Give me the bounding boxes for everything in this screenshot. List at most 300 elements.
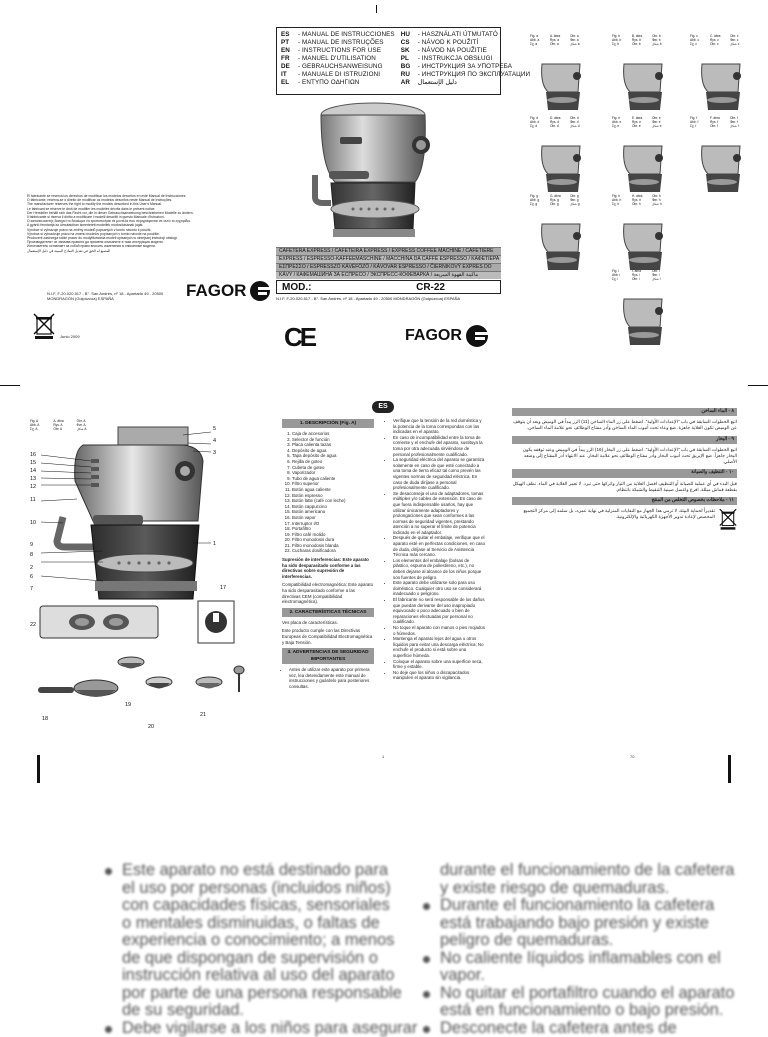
part-item: 20. Filtro monodosis dura xyxy=(292,537,374,543)
part-number-callout: 6 xyxy=(30,574,33,580)
caption-text: Rys. i xyxy=(632,273,652,277)
disclaimer-line: A gyártó fenntartja az útmutatóban ismertetett modellek módosításának jogát. xyxy=(27,223,267,227)
caption-text: شكل b xyxy=(652,42,672,46)
caption-text: Obr. h xyxy=(632,202,652,206)
zoomed-line: está en funcionamiento o bajo presión. xyxy=(418,1002,734,1020)
fagor-logo-icon xyxy=(466,325,488,347)
language-list xyxy=(276,27,501,95)
ce-mark: CE xyxy=(284,322,314,353)
part-number-callout: 21 xyxy=(200,712,206,718)
part-item: 4. Depósito de agua xyxy=(292,448,374,454)
caption-text: Σχ. f xyxy=(690,124,710,128)
caption-text: Σχ. g xyxy=(530,202,550,206)
step-figure xyxy=(530,214,590,272)
parts-list xyxy=(282,431,374,554)
caption-text: Fig. A xyxy=(30,419,53,423)
language-item xyxy=(401,47,530,55)
safety-item: • Este aparato debe utilizarse solo para uso doméstico. Cualquier otro uso se considerará inadecuado o peligroso. xyxy=(393,580,486,597)
disclaimer-line: Výrobce si vyhrazuje právo na změny modelů popsaných v tomto návodu k použití. xyxy=(27,228,267,232)
caption-text: Rys. a xyxy=(550,38,570,42)
filter-cup-3 xyxy=(195,676,223,694)
part-item: 18. Portafiltro xyxy=(292,526,374,532)
filter-cup-2 xyxy=(145,676,173,694)
caption-text: Obr. c xyxy=(710,42,730,46)
zoomed-line: Este aparato no está destinado para xyxy=(100,862,417,880)
part-number-callout: 11 xyxy=(30,497,36,503)
language-code: IT xyxy=(281,71,298,79)
caption-text: Abb. a xyxy=(530,38,550,42)
crossed-bin-icon xyxy=(33,313,55,339)
language-code: FR xyxy=(281,55,298,63)
caption-text: Abb. e xyxy=(612,120,632,124)
figure-caption xyxy=(530,194,590,206)
figure-caption xyxy=(530,34,590,46)
part-item: 15. Botón americano xyxy=(292,509,374,515)
caption-text: Σχ. e xyxy=(612,124,632,128)
figure-caption xyxy=(612,116,672,128)
crop-mark xyxy=(376,5,377,13)
disclaimer-line: Producent zastrzega sobie prawo do modyfikowania modeli opisanych w niniejszej instrukcji obsługi. xyxy=(27,236,267,240)
zoomed-column-left xyxy=(100,862,417,1037)
caption-text: Fig. b xyxy=(612,34,632,38)
caption-text: Σχ. d xyxy=(530,124,550,128)
part-item: 19. Filtro café molido xyxy=(292,532,374,538)
caption-text: Rys. e xyxy=(632,120,652,124)
language-code: BG xyxy=(401,63,418,71)
step-figure xyxy=(690,136,750,194)
step-figure xyxy=(690,54,750,112)
part-item: 9. Tubo de agua caliente xyxy=(292,476,374,482)
language-item xyxy=(281,63,395,71)
language-item xyxy=(401,39,530,47)
caption-text: Фиг. f xyxy=(730,120,750,124)
zoomed-line: durante el funcionamiento de la cafetera xyxy=(418,862,734,880)
language-column-left xyxy=(281,31,395,87)
caption-text: Abb. h xyxy=(612,198,632,202)
crop-mark xyxy=(748,385,768,386)
safety-item: • Se desaconseja el uso de adaptadores, tomas múltiples y/o cables de extensión. En caso de que fuera indispensable usarlos, hay que utilizar únicamente adaptadores y prolongaciones que sean conformes a las normas de seguridad vigentes, prestando atención a no superar el límite de potencia indicado en el adaptador. xyxy=(393,491,486,536)
caption-text: Abb. i xyxy=(612,273,632,277)
arabic-heading-4: ١١ - ملاحظات بخصوص التخلص من المنتج xyxy=(512,497,737,505)
part-item: 14. Botón cappuccino xyxy=(292,504,374,510)
safety-item: • Verifique que la tensión de la red doméstica y la potencia de la toma correspondan con las indicadas en el aparato. xyxy=(393,418,486,435)
caption-text: H. ábra xyxy=(632,194,652,198)
disclaimer-line: O fabricante, reserva-se o direito de modificar os modelos descritos neste Manual de Instruções. xyxy=(27,198,267,202)
part-number-callout: 17 xyxy=(220,585,226,591)
caption-text: Obr. e xyxy=(652,116,672,120)
interference-text: Supresión de interferencias: Este aparato ha sido desparasitado conforme a las directivas sobre supresión de interferencias. xyxy=(282,557,369,579)
caption-text: Fig. c xyxy=(690,34,710,38)
step-illustration xyxy=(612,136,672,194)
zoomed-line: No quitar el portafiltro cuando el aparato xyxy=(418,985,734,1003)
language-item xyxy=(281,79,395,87)
caption-text: Abb. c xyxy=(690,38,710,42)
safety-item: • Después de quitar el embalaje, verifique que el aparato esté en perfectas condiciones, en caso de duda, diríjase al Servicio de Asistencia Técnica más cercano. xyxy=(393,535,486,557)
caption-text: Abb. g xyxy=(530,198,550,202)
disclaimer-line: O κατασκευαστής διατηρεί το δικαίωμα να τροποποιήσει τα μοντέλα που περιγράφονται σε αυτό το εγχειρίδιο. xyxy=(27,219,267,223)
zoomed-line: experiencia o conocimiento; a menos xyxy=(100,932,417,950)
zoomed-safety-text xyxy=(0,855,768,1024)
part-item: 12. Botón espresso xyxy=(292,493,374,499)
language-title: - NÁVOD NA POUŽITIE xyxy=(418,47,487,54)
part-item: 3. Placa calienta tazas xyxy=(292,442,374,448)
part-number-callout: 15 xyxy=(30,460,36,466)
zoomed-column-right xyxy=(418,862,734,1037)
model-value: CR-22 xyxy=(416,282,445,293)
zoomed-line: con capacidades físicas, sensoriales xyxy=(100,897,417,915)
caption-text: شكل g xyxy=(570,202,590,206)
language-title: - MANUALE DI ISTRUZIONI xyxy=(298,71,380,78)
safety-column xyxy=(386,418,486,681)
arabic-paragraph-1: اتبع الخطوات السابقة في باب "الإعدادات الأولية". اضغط على زر الماء الساخن (11) الزر يبدأ في الوميض وبعد أن يتوقف عن الوميض تكون الغلاية جاهزة. ضع وعاء تحت أنبوب الماء الساخن وأدر مفتاح الوظائف نحو علامة الماء الساخن. xyxy=(512,419,737,431)
zoomed-line: peligro de quemaduras. xyxy=(418,932,734,950)
product-name-band: ΕΣΠΡΕΣΣΟ / ESPRESSZÓ KÁVÉFŐZŐ / KÁVOVAR ESPRESSO / ČIERNIKOVÝ EXPRES DO xyxy=(276,263,501,271)
arabic-paragraph-4: تقديراً لحماية البيئة، لا ترمي هذا الجهاز مع النفايات المنزلية في نهاية عمره، بل سلمه إلى مركز التجميع المخصص لإعادة تدوير الأجهزة الكهربائية والإلكترونية. xyxy=(512,508,737,520)
caption-text: Obr. e xyxy=(632,124,652,128)
caption-text: Fig. e xyxy=(612,116,632,120)
coffee-machine-diagram xyxy=(33,421,223,611)
caption-text: Σχ. a xyxy=(530,42,550,46)
part-number-callout: 12 xyxy=(30,484,36,490)
caption-text: Фиг. b xyxy=(652,38,672,42)
safety-item: • Los elementos del embalaje (bolsas de plástico, espuma de poliestireno, etc.), no deben dejarse al alcance de los niños porque son fuentes de peligro. xyxy=(393,558,486,580)
language-item xyxy=(281,55,395,63)
part-item: 5. Tapa depósito de agua xyxy=(292,453,374,459)
caption-text: Obr. h xyxy=(652,194,672,198)
language-item xyxy=(281,39,395,47)
tech-heading: 2. CARACTERÍSTICAS TÉCNICAS xyxy=(282,608,374,617)
zoomed-line: Debe vigilarse a los niños para asegurar xyxy=(100,1020,417,1037)
crop-mark xyxy=(0,385,20,386)
measuring-spoon xyxy=(232,665,246,693)
disclaimer-line: El fabricante se reserva los derechos de modificar los modelos descritos en este Manual de Instrucciones. xyxy=(27,194,267,198)
model-label: MOD.: xyxy=(282,282,311,293)
zoomed-line: No caliente líquidos inflamables con el xyxy=(418,950,734,968)
language-code: CS xyxy=(401,39,418,47)
part-number-callout: 8 xyxy=(30,552,33,558)
disclaimer-line: المصنع له الحق في تعديل النماذج المبينة في دليل الإستعمال xyxy=(27,249,267,253)
figure-caption xyxy=(612,34,672,46)
caption-text: Obr. A xyxy=(53,427,76,431)
language-item xyxy=(281,71,395,79)
part-item: 1. Caja de accesorios xyxy=(292,431,374,437)
caption-text: Abb. f xyxy=(690,120,710,124)
caption-text: Obr. a xyxy=(570,34,590,38)
tech-text-2: Este producto cumple con las Directivas Europeas de Compatibilidad Electromagnética y Baja Tensión. xyxy=(282,628,374,645)
part-number-callout: 10 xyxy=(30,520,36,526)
caption-text: Obr. b xyxy=(632,42,652,46)
part-item: 7. Cubeta de goteo xyxy=(292,465,374,471)
zoomed-line: está trabajando bajo presión y existe xyxy=(418,915,734,933)
language-title: - MANUAL DE INSTRUCCIONES xyxy=(298,31,395,38)
page-number-right: 70 xyxy=(630,754,634,759)
part-item: 22. Cucharas dosificadora xyxy=(292,548,374,554)
caption-text: Obr. a xyxy=(550,42,570,46)
crop-mark xyxy=(37,755,40,783)
coffee-machine-illustration xyxy=(295,97,455,245)
caption-text: Σχ. A xyxy=(30,427,53,431)
caption-text: Σχ. b xyxy=(612,42,632,46)
drip-tray-detail xyxy=(38,602,160,642)
disclaimer-line: Производителят си запазва правото да променя описаните в тази инструкция модели. xyxy=(27,240,267,244)
language-item xyxy=(281,31,395,39)
language-code: AR xyxy=(401,79,418,87)
arabic-paragraph-2: اتبع الخطوات السابقة في باب "الإعدادات الأولية". اضغط على زر البخار (16) الزر يبدأ في الوميض وعند توقفه يكون البخار جاهزاً. ضع الإبريق تحت أنبوب البخار وأدر مفتاح الوظائف نحو علامة البخار. عند الانتهاء أدر المفتاح إلى وضعه الأصلي. xyxy=(512,447,737,466)
brand-text: FAGOR xyxy=(405,327,462,345)
caption-text: B. ábra xyxy=(632,34,652,38)
part-item: 13. Botón latte (café con leche) xyxy=(292,498,374,504)
caption-text: A. ábra xyxy=(53,419,76,423)
caption-text: Obr. f xyxy=(730,116,750,120)
caption-text: Fig. i xyxy=(612,269,632,273)
date-text: Junio 2009 xyxy=(60,334,80,339)
safety-heading: 3. ADVERTENCIAS DE SEGURIDAD IMPORTANTES xyxy=(282,648,374,664)
zoomed-line: instrucción relativa al uso del aparato xyxy=(100,967,417,985)
zoomed-line: de que dispongan de supervisión o xyxy=(100,950,417,968)
caption-text: Фиг. d xyxy=(570,120,590,124)
caption-text: Rys. d xyxy=(550,120,570,124)
caption-text: Obr. f xyxy=(710,124,730,128)
disclaimer-line: Výrobca si vyhradzuje právo na zmenu modelov popísaných v tomto návode na použitie. xyxy=(27,232,267,236)
product-name-band: KÁVY / КАФЕМАШИНА ЗА ЕСПРЕСО / ЭКСПРЕСС-КОФЕВАРКА / ماكينة القهوة السريعة xyxy=(276,271,501,279)
part-number-callout: 16 xyxy=(30,452,36,458)
caption-text: Fig. d xyxy=(530,116,550,120)
caption-text: F. ábra xyxy=(710,116,730,120)
caption-text: Σχ. i xyxy=(612,277,632,281)
figure-caption xyxy=(690,34,750,46)
product-name-band: EXPRESS / ESPRESSO-KAFFEEMASCHINE / MACCHINA DA CAFFÈ ESPRESSO / ΚΑΦΕΤΙΕΡΑ xyxy=(276,255,501,263)
caption-text: Obr. i xyxy=(632,277,652,281)
arabic-column xyxy=(512,404,737,530)
disclaimer-line: Изготовитель оставляет за собой право вносить изменения в описанные модели. xyxy=(27,244,267,248)
language-code: PL xyxy=(401,55,418,63)
language-item xyxy=(401,31,530,39)
part-item: 8. Vaporizador xyxy=(292,470,374,476)
caption-text: Rys. h xyxy=(632,198,652,202)
disclaimer-line: Der Hersteller behält sich das Recht vor, die in dieser Gebrauchsanweisung beschriebenen Modelle zu ändern. xyxy=(27,211,267,215)
part-number-callout: 4 xyxy=(213,438,216,444)
step-figure xyxy=(530,54,590,112)
part-number-callout: 1 xyxy=(213,541,216,547)
zoomed-line: Durante el funcionamiento la cafetera xyxy=(418,897,734,915)
language-badge: ES xyxy=(372,401,394,413)
part-item: 11. Botón agua caliente xyxy=(292,487,374,493)
caption-text: Obr. g xyxy=(570,194,590,198)
language-code: RU xyxy=(401,71,418,79)
language-code: DE xyxy=(281,63,298,71)
back-address xyxy=(47,291,167,301)
language-title: - ИНСТРУКЦИЯ ЗА УПОТРЕБА xyxy=(418,63,512,70)
product-name-band: CAFETERA EXPRESS / CAFETEIRA EXPRESS / EXPRESS COFFEE MACHINE / CAFETIÈRE xyxy=(276,247,501,255)
safety-item: • No deje que los niños o discapacitados manipulen el aparato sin vigilancia. xyxy=(393,670,486,681)
part-number-callout: 14 xyxy=(30,468,36,474)
zoomed-line: de su seguridad. xyxy=(100,1002,417,1020)
caption-text: شكل e xyxy=(652,124,672,128)
caption-text: A. ábra xyxy=(550,34,570,38)
caption-text: Obr. i xyxy=(652,269,672,273)
part-item: 17. Interruptor I/O xyxy=(292,521,374,527)
arabic-heading-3: ١٠ - التنظيف والصيانة xyxy=(512,469,737,477)
caption-text: Фиг. c xyxy=(730,38,750,42)
part-number-callout: 7 xyxy=(30,586,33,592)
language-column-right xyxy=(401,31,530,87)
safety-item: • Mantenga el aparato lejos del agua u otros líquidos para evitar una descarga eléctrica; No enchufe el producto si está sobre una superficie húmeda. xyxy=(393,636,486,658)
switch-detail xyxy=(197,600,235,644)
caption-text: شكل a xyxy=(570,42,590,46)
caption-text: شكل c xyxy=(730,42,750,46)
figure-caption xyxy=(530,116,590,128)
address-text: N.I.F. F-20.020.517 - B°. San Andrés, nº 18 - Apartado 49 - 20500 MONDRAGÓN (Guipúzcoa) ESPAÑA xyxy=(47,291,163,301)
language-title: دليل الإستعمال xyxy=(418,79,457,86)
manufacturer-disclaimer xyxy=(27,194,267,253)
language-title: - GEBRAUCHSANWEISUNG xyxy=(298,63,383,70)
fagor-logo-icon xyxy=(250,281,270,301)
step-illustration xyxy=(530,136,590,194)
brand-text: FAGOR xyxy=(186,281,246,301)
part-number-callout: 22 xyxy=(30,622,36,628)
portafilter-illustration xyxy=(38,676,120,706)
caption-text: Obr. A xyxy=(77,419,100,423)
disclaimer-line: Le fabricant se réserve le droit de modifier les modèles décrits dans le présent notice. xyxy=(27,207,267,211)
caption-text: Фиг. A xyxy=(77,423,100,427)
step-figure xyxy=(612,136,672,194)
step-figure xyxy=(612,289,672,347)
page-number-left: 1 xyxy=(382,754,384,759)
figure-caption xyxy=(612,194,672,206)
part-number-callout: 9 xyxy=(30,542,33,548)
safety-item: • No toque el aparato con manos o pies mojados o húmedos. xyxy=(393,625,486,636)
arabic-paragraph-3: قبل البدء في أي عملية للصيانة أو التنظيف افصل الغلاية من التيار واتركها حتى تبرد. لا تغمر الغلاية في الماء. نظف الهيكل بقطعة قماش مبللة. افرغ واغسل صينية التنقيط والشبكة بانتظام. xyxy=(512,481,737,493)
language-title: - INSTRUKCJA OBSŁUGI xyxy=(418,55,493,62)
caption-text: Abb. d xyxy=(530,120,550,124)
brand-logo-back xyxy=(186,281,270,301)
step-illustration xyxy=(530,214,590,272)
caption-text: Σχ. c xyxy=(690,42,710,46)
safety-item: • Coloque el aparato sobre una superficie seca, firme y estable. xyxy=(393,659,486,670)
figure-caption xyxy=(612,269,672,281)
disclaimer-line: Il fabbricante si riserva il diritto a modificare i modelli descritti in questo Manuale d'Istruzioni. xyxy=(27,215,267,219)
part-number-callout: 5 xyxy=(213,426,216,432)
part-number-callout: 20 xyxy=(148,724,154,730)
caption-text: شكل d xyxy=(570,124,590,128)
crossed-bin-icon xyxy=(719,508,737,530)
compat-text: Compatibilidad electromagnética: Este aparato ha sido desparasitado conforme a las directivas CEM (compatibilidad electromagnética). xyxy=(282,582,374,604)
language-title: - ΕΝΤΥΠΟ ΟΔΗΓΙΩΝ xyxy=(298,79,359,86)
caption-text: Rys. f xyxy=(710,120,730,124)
part-item: 10. Filtro superior xyxy=(292,481,374,487)
language-code: PT xyxy=(281,39,298,47)
language-item xyxy=(401,55,530,63)
caption-text: شكل A xyxy=(77,427,100,431)
caption-text: Rys. c xyxy=(710,38,730,42)
language-code: HU xyxy=(401,31,418,39)
caption-text: Фиг. i xyxy=(652,273,672,277)
arabic-heading-2: ٩ - البخار xyxy=(512,436,737,444)
part-item: 6. Rejilla de goteo xyxy=(292,459,374,465)
part-number-callout: 18 xyxy=(42,716,48,722)
step-figure xyxy=(612,214,672,272)
caption-text: Fig. a xyxy=(530,34,550,38)
caption-text: Obr. d xyxy=(570,116,590,120)
caption-text: Фиг. h xyxy=(652,198,672,202)
zoomed-line: Desconecte la cafetera antes de xyxy=(418,1020,734,1037)
language-title: - NÁVOD K POUŽITÍ xyxy=(418,39,478,46)
caption-text: Fig. f xyxy=(690,116,710,120)
crop-mark xyxy=(728,755,731,783)
figure-caption xyxy=(690,116,750,128)
language-item xyxy=(281,47,395,55)
step-figure xyxy=(612,54,672,112)
caption-text: G. ábra xyxy=(550,194,570,198)
caption-text: Fig. h xyxy=(612,194,632,198)
caption-text: Rys. A xyxy=(53,423,76,427)
step-illustration xyxy=(612,54,672,112)
part-number-callout: 19 xyxy=(125,702,131,708)
part-item: 21. Filtro monodosis blanda xyxy=(292,543,374,549)
part-number-callout: 13 xyxy=(30,476,36,482)
language-title: - MANUEL D'UTILISATION xyxy=(298,55,376,62)
date-note xyxy=(60,334,80,339)
step-illustration xyxy=(612,214,672,272)
part-number-callout: 3 xyxy=(213,450,216,456)
zoomed-line: el uso por personas (incluidos niños) xyxy=(100,880,417,898)
description-column xyxy=(282,416,374,690)
model-row xyxy=(276,280,501,294)
caption-text: Фиг. e xyxy=(652,120,672,124)
caption-text: Фиг. g xyxy=(570,198,590,202)
caption-text: Abb. b xyxy=(612,38,632,42)
caption-text: E. ábra xyxy=(632,116,652,120)
language-item xyxy=(401,63,530,71)
step-illustration xyxy=(690,136,750,194)
caption-text: Rys. b xyxy=(632,38,652,42)
language-code: ES xyxy=(281,31,298,39)
language-item xyxy=(401,71,530,79)
caption-text: Abb. A xyxy=(30,423,53,427)
step-illustration xyxy=(612,289,672,347)
caption-text: Obr. c xyxy=(730,34,750,38)
step-illustration xyxy=(530,54,590,112)
language-title: - INSTRUCTIONS FOR USE xyxy=(298,47,381,54)
caption-text: Fig. g xyxy=(530,194,550,198)
caption-text: Rys. g xyxy=(550,198,570,202)
caption-text: C. ábra xyxy=(710,34,730,38)
language-code: EN xyxy=(281,47,298,55)
description-heading: 1. DESCRIPCIÓN (Fig. A) xyxy=(282,419,374,428)
safety-item: • El fabricante no será responsable de los daños que puedan derivarse del uso inapropiado equivocado o poco adecuado o bien de reparaciones efectuadas por personal no cualificado. xyxy=(393,597,486,625)
safety-list xyxy=(386,418,486,681)
disclaimer-line: The manufacturer reserves the right to modify the models described in this User's Manual. xyxy=(27,202,267,206)
safety-item: • Antes de utilizar este aparato por primera vez, lea detenidamente este manual de instrucciones y guárdelo para posteriores consultas. xyxy=(289,667,374,689)
caption-text: I. ábra xyxy=(632,269,652,273)
language-code: EL xyxy=(281,79,298,87)
caption-text: Σχ. h xyxy=(612,202,632,206)
part-number-callout: 2 xyxy=(30,565,33,571)
part-item: 16. Botón vapor xyxy=(292,515,374,521)
caption-text: شكل f xyxy=(730,124,750,128)
caption-text: Obr. b xyxy=(652,34,672,38)
model-box xyxy=(276,247,501,302)
arabic-heading-1: ٨ - الماء الساخن xyxy=(512,408,737,416)
caption-text: Obr. d xyxy=(550,124,570,128)
language-title: - MANUAL DE INSTRUÇÕES xyxy=(298,39,384,46)
language-code: SK xyxy=(401,47,418,55)
tech-text-1: Ves placa de características. xyxy=(282,620,374,626)
caption-text: شكل h xyxy=(652,202,672,206)
caption-text: Фиг. a xyxy=(570,38,590,42)
brand-logo-front xyxy=(405,325,488,347)
language-title: - ИНСТРУКЦИЯ ПО ЭКСПЛУАТАЦИИ xyxy=(418,71,530,78)
